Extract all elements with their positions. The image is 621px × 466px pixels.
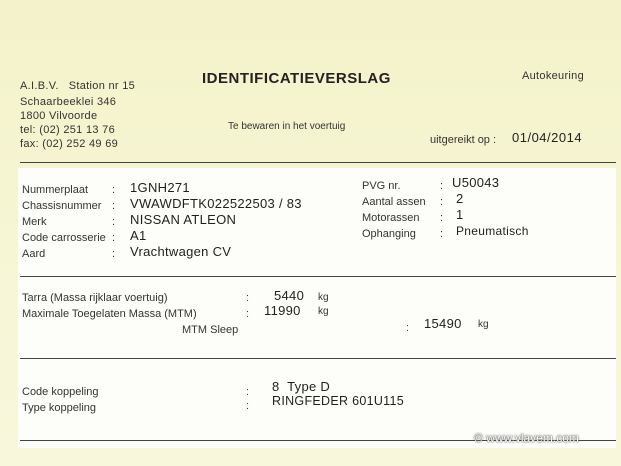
telephone: tel: (02) 251 13 76 [20,124,115,136]
label-code-koppeling: Code koppeling [22,386,99,398]
label-mtm-sleep: MTM Sleep [182,324,239,336]
value-merk: NISSAN ATLEON [130,212,237,227]
label-code-carrosserie: Code carrosserie [22,232,106,244]
category-label: Autokeuring [522,70,585,82]
unit-tarra: kg [318,292,329,303]
header-divider [20,162,616,163]
value-code-koppeling: 8 Type D [272,379,331,394]
value-pvg-nr: U50043 [452,175,500,190]
label-chassisnummer: Chassisnummer [22,200,102,212]
value-aard: Vrachtwagen CV [130,244,232,259]
label-nummerplaat: Nummerplaat [22,184,89,196]
value-chassisnummer: VWAWDFTK022522503 / 83 [130,196,302,211]
document-title: IDENTIFICATIEVERSLAG [202,70,391,87]
document: A.I.B.V. Station nr 15 Schaarbeeklei 346 1800 Vilvoorde tel: (02) 251 13 76 fax: (02) 252 49 69 IDENTIFICATIEVERSLAG Autokeuring Te bewaren in het voertuig uitgereikt op : 01/04/2014 Nummerplaat : 1GNH271 Chassisnummer : VWAWDFTK022522503 / 83 Merk : NISSAN ATLEON Code carrosserie : A1 Aard : Vrachtwagen CV PVG nr. : U50043 Aantal assen : 2 Motorassen : 1 Ophanging : Pneumatisch Tarra (Massa rijklaar voertuig) : 5440 kg Maximale Toegelaten Massa (MTM) : 11990 kg MTM Sleep : 15490 kg Code koppeling : 8 Type D Type koppeling : RINGFEDER 601U115 © www.vlavem.com [0,0,621,466]
value-aantal-assen: 2 [456,191,464,206]
keep-note: Te bewaren in het voertuig [228,121,346,132]
label-mtm: Maximale Toegelaten Massa (MTM) [22,308,197,320]
label-aantal-assen: Aantal assen [362,196,426,208]
label-merk: Merk [22,216,47,228]
issued-date: 01/04/2014 [512,130,583,145]
street-address: Schaarbeeklei 346 [20,96,117,108]
value-ophanging: Pneumatisch [456,224,529,238]
org-name: A.I.B.V. Station nr 15 [20,80,136,92]
value-mtm: 11990 [264,303,301,318]
label-ophanging: Ophanging [362,228,416,240]
section-divider-1 [20,276,616,277]
label-aard: Aard [22,248,46,260]
value-code-carrosserie: A1 [130,228,147,243]
city: 1800 Vilvoorde [20,110,98,122]
label-motorassen: Motorassen [362,212,420,224]
value-mtm-sleep: 15490 [424,316,462,331]
unit-mtm: kg [318,306,329,317]
label-pvg-nr: PVG nr. [362,180,401,192]
watermark: © www.vlavem.com [474,431,579,445]
issued-label: uitgereikt op : [430,134,497,146]
section-divider-2 [20,358,616,359]
value-motorassen: 1 [456,207,464,222]
value-tarra: 5440 [274,288,305,303]
unit-mtm-sleep: kg [478,319,489,330]
value-type-koppeling: RINGFEDER 601U115 [272,394,404,408]
label-type-koppeling: Type koppeling [22,402,96,414]
station-number: Station nr 15 [68,80,136,92]
label-tarra: Tarra (Massa rijklaar voertuig) [22,292,168,304]
value-nummerplaat: 1GNH271 [130,180,190,195]
fax: fax: (02) 252 49 69 [20,138,119,150]
